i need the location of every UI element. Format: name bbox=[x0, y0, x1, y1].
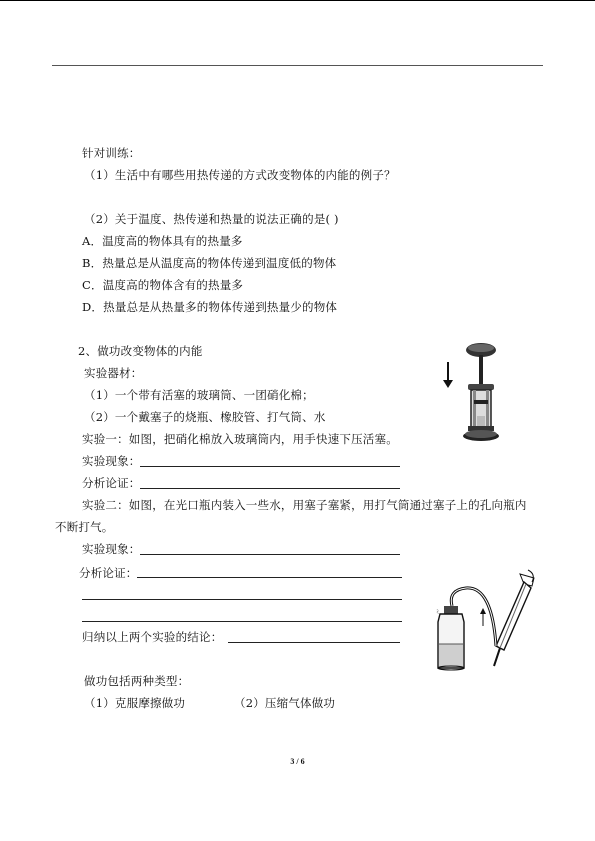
material-2: （2）一个戴塞子的烧瓶、橡胶管、打气筒、水 bbox=[84, 410, 326, 424]
work-type-1: （1）克服摩擦做功 bbox=[84, 696, 186, 710]
section-heading: 2、做功改变物体的内能 bbox=[78, 344, 203, 358]
page-number: 3 / 6 bbox=[290, 757, 305, 766]
experiment-2-line-1: 实验二：如图，在光口瓶内装入一些水，用塞子塞紧，用打气筒通过塞子上的孔向瓶内 bbox=[82, 498, 527, 512]
phenomenon-label-2: 实验现象： bbox=[82, 542, 141, 556]
work-types-title: 做功包括两种类型： bbox=[84, 674, 190, 688]
answer-blank[interactable] bbox=[140, 466, 400, 467]
answer-blank[interactable] bbox=[140, 554, 400, 555]
svg-text:ﾐ: ﾐ bbox=[436, 610, 440, 616]
page-top-border bbox=[0, 0, 595, 1]
analysis-label-1: 分析论证： bbox=[82, 476, 141, 490]
option-a: A．温度高的物体具有的热量多 bbox=[82, 234, 243, 248]
question-2: （2）关于温度、热传递和热量的说法正确的是( ) bbox=[84, 212, 339, 226]
bottle-pump-figure bbox=[428, 568, 546, 674]
experiment-1: 实验一：如图，把硝化棉放入玻璃筒内，用手快速下压活塞。 bbox=[82, 432, 398, 446]
phenomenon-label-1: 实验现象： bbox=[82, 454, 141, 468]
analysis-label-2: 分析论证： bbox=[79, 566, 138, 580]
answer-blank[interactable] bbox=[137, 577, 402, 578]
material-1: （1）一个带有活塞的玻璃筒、一团硝化棉； bbox=[84, 388, 314, 402]
answer-blank[interactable] bbox=[82, 599, 402, 600]
header-rule bbox=[52, 65, 543, 66]
piston-tube-figure bbox=[438, 340, 513, 445]
work-type-2: （2）压缩气体做功 bbox=[234, 696, 336, 710]
materials-label: 实验器材： bbox=[84, 366, 143, 380]
experiment-2-line-2: 不断打气。 bbox=[55, 520, 114, 534]
option-d: D．热量总是从热量多的物体传递到热量少的物体 bbox=[82, 300, 338, 314]
answer-blank[interactable] bbox=[82, 621, 402, 622]
answer-blank[interactable] bbox=[140, 488, 400, 489]
option-c: C．温度高的物体含有的热量多 bbox=[82, 278, 244, 292]
answer-blank[interactable] bbox=[228, 642, 400, 643]
question-1: （1）生活中有哪些用热传递的方式改变物体的内能的例子？ bbox=[84, 168, 396, 182]
conclusion-label: 归纳以上两个实验的结论： bbox=[82, 630, 223, 644]
option-b: B．热量总是从温度高的物体传递到温度低的物体 bbox=[82, 256, 337, 270]
training-title: 针对训练： bbox=[82, 146, 141, 160]
